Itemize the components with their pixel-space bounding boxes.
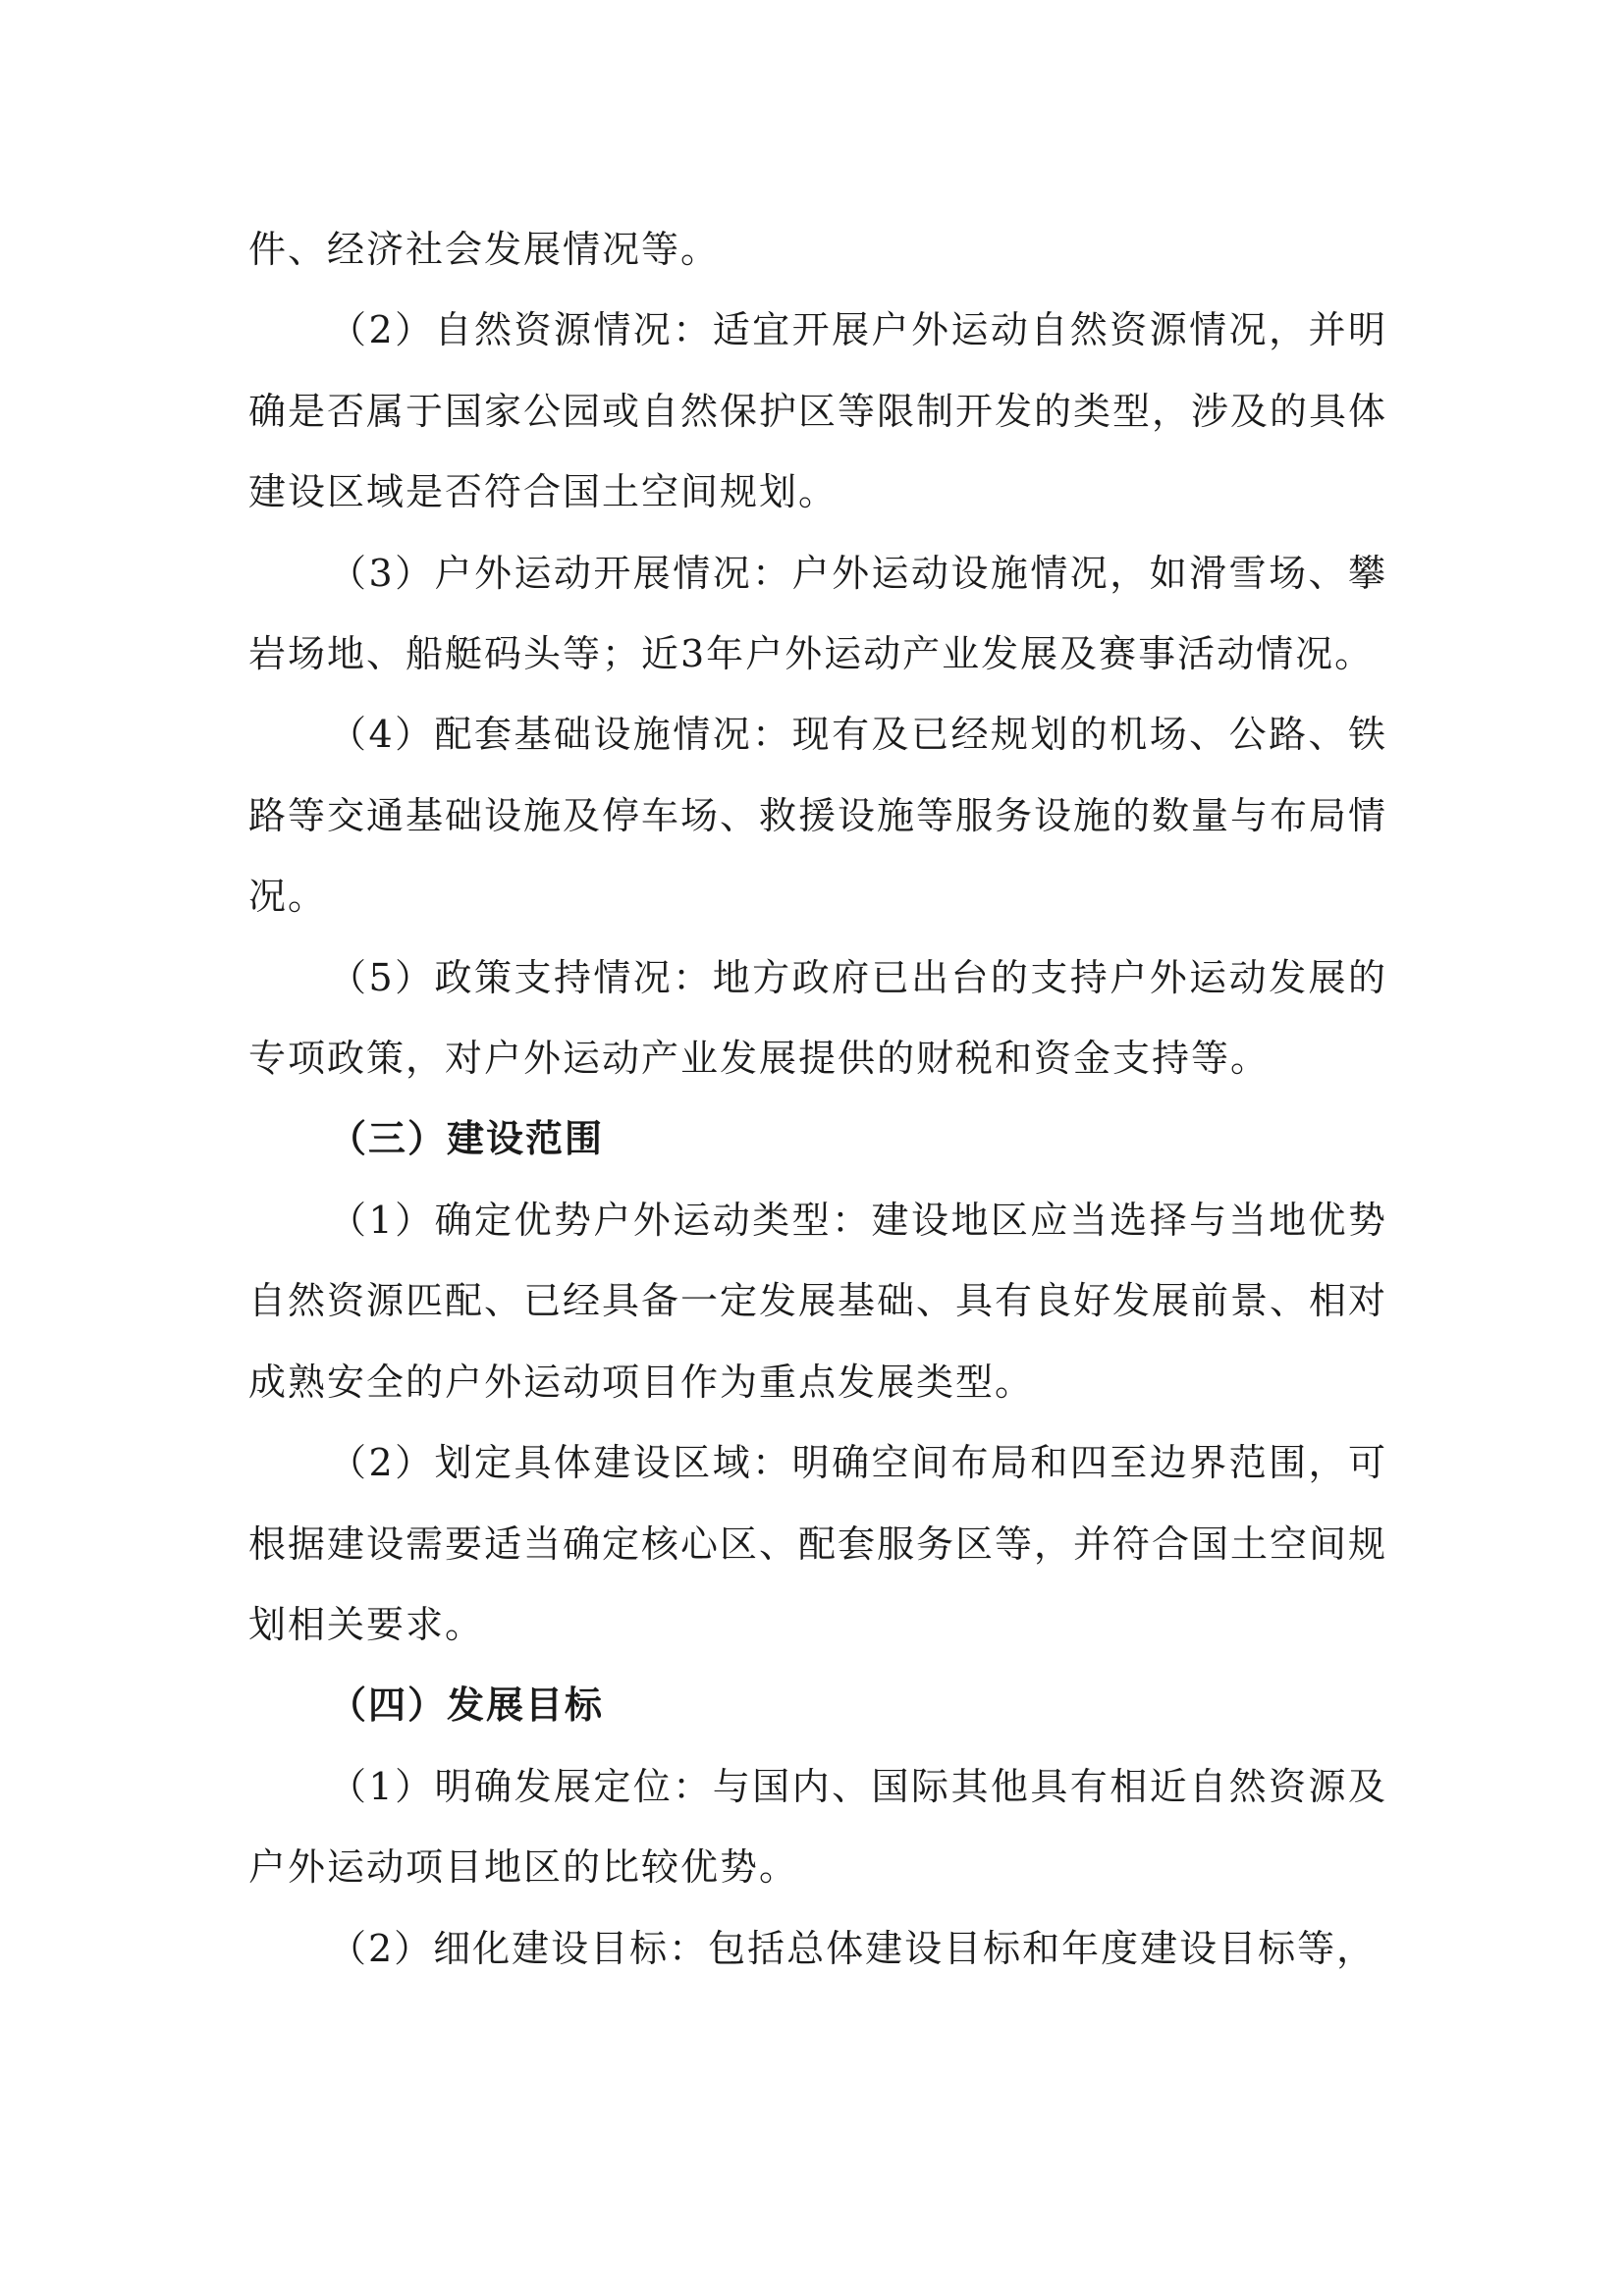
document-body [248,209,1387,1989]
section-heading-scope: （三）建设范围 [329,1116,605,1161]
paragraph-positioning: （1）明确发展定位：与国内、国际其他具有相近自然资源及户外运动项目地区的比较优势。 [248,1764,1387,1890]
paragraph-policy-support: （5）政策支持情况：地方政府已出台的支持户外运动发展的专项政策，对户外运动产业发展提供的财税和资金支持等。 [248,955,1387,1081]
paragraph-infrastructure: （4）配套基础设施情况：现有及已经规划的机场、公路、铁路等交通基础设施及停车场、救援设施等服务设施的数量与布局情况。 [248,713,1388,919]
paragraph-construction-area: （2）划定具体建设区域：明确空间布局和四至边界范围，可根据建设需要适当确定核心区、配套服务区等，并符合国土空间规划相关要求。 [248,1441,1388,1646]
paragraph-outdoor-activities: （3）户外运动开展情况：户外运动设施情况，如滑雪场、攀岩场地、船艇码头等；近3年户外运动产业发展及赛事活动情况。 [248,551,1387,676]
section-heading-goals: （四）发展目标 [329,1682,605,1728]
paragraph-natural-resources: （2）自然资源情况：适宜开展户外运动自然资源情况，并明确是否属于国家公园或自然保护区等限制开发的类型，涉及的具体建设区域是否符合国土空间规划。 [248,308,1388,514]
paragraph-construction-goals: （2）细化建设目标：包括总体建设目标和年度建设目标等， [329,1926,1377,1970]
paragraph-continuation: 件、经济社会发展情况等。 [248,228,721,271]
paragraph-sport-types: （1）确定优势户外运动类型：建设地区应当选择与当地优势自然资源匹配、已经具备一定发展基础、具有良好发展前景、相对成熟安全的户外运动项目作为重点发展类型。 [248,1198,1388,1404]
